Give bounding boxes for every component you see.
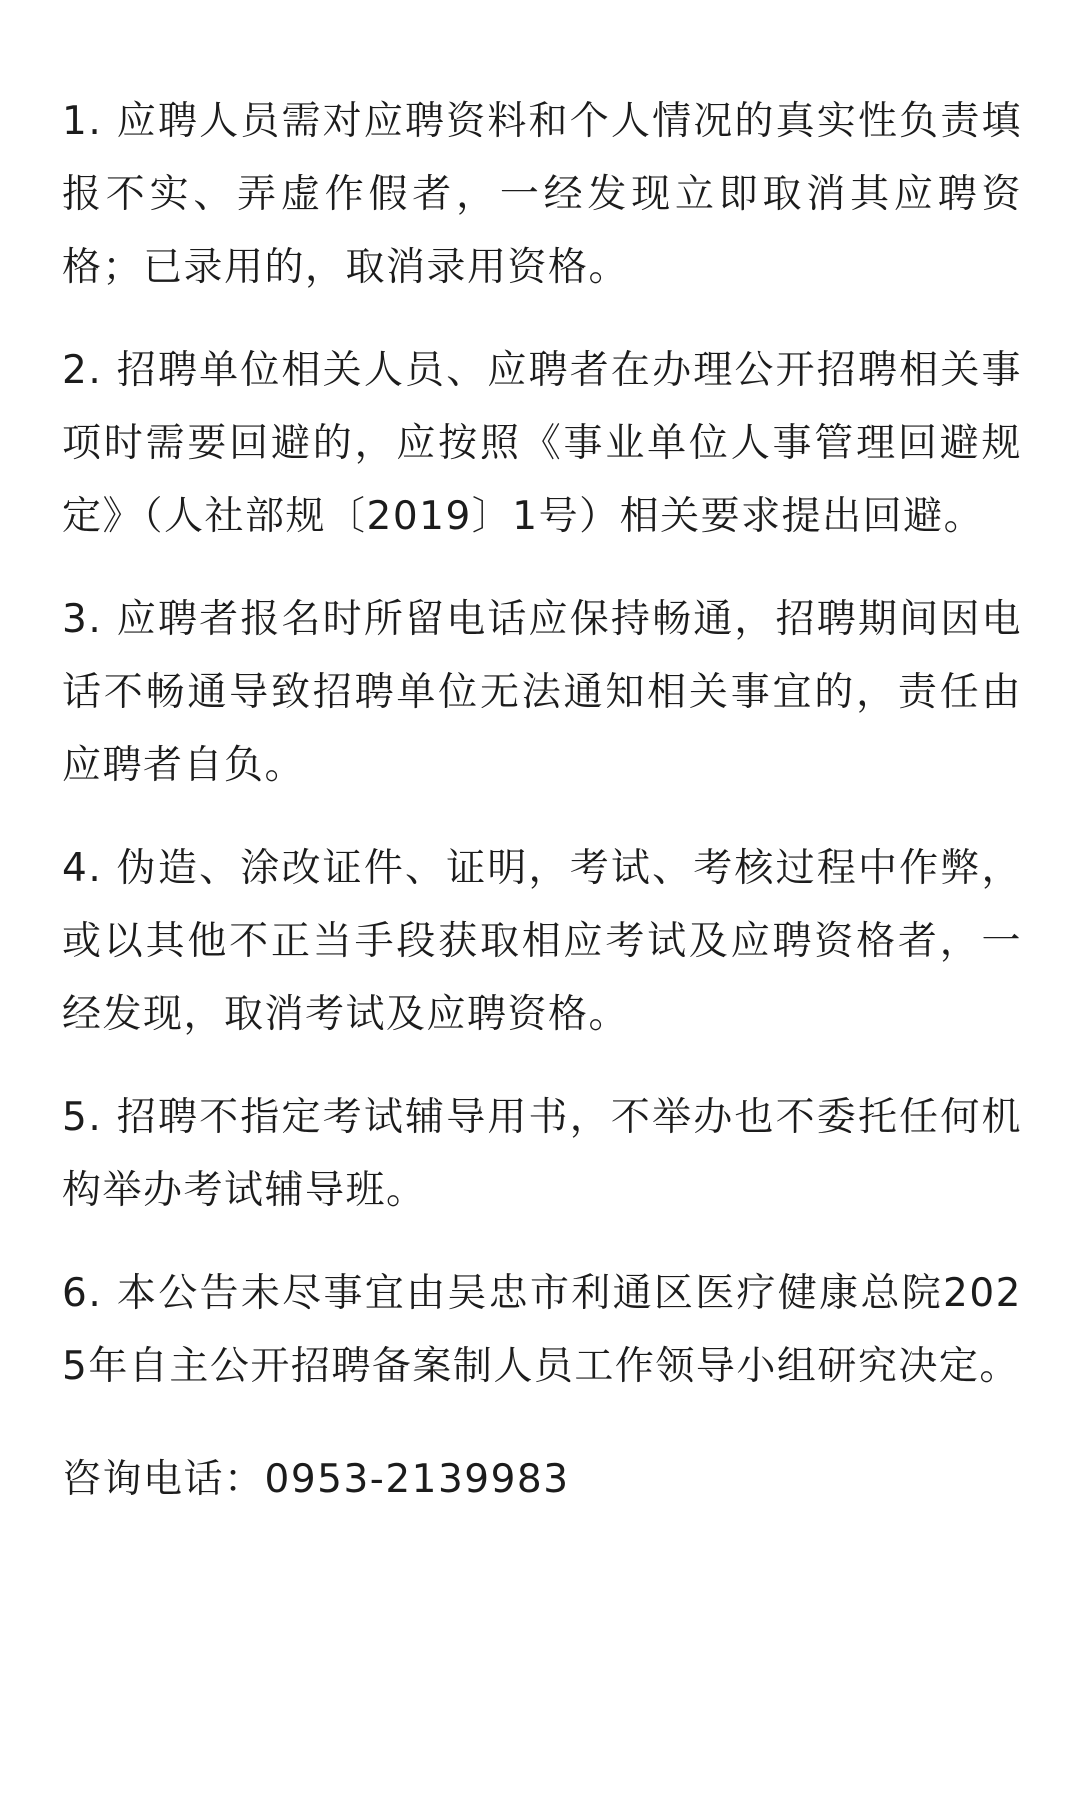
notice-item-6: 6. 本公告未尽事宜由吴忠市利通区医疗健康总院2025年自主公开招聘备案制人员工作领导小组研究决定。 — [62, 1271, 1022, 1389]
notice-content — [62, 85, 1022, 1516]
contact-phone: 0953-2139983 — [264, 1457, 570, 1502]
notice-item-3: 3. 应聘者报名时所留电话应保持畅通，招聘期间因电话不畅通导致招聘单位无法通知相关事宜的，责任由应聘者自负。 — [62, 597, 1022, 788]
notice-item-2: 2. 招聘单位相关人员、应聘者在办理公开招聘相关事项时需要回避的，应按照《事业单位人事管理回避规定》（人社部规〔2019〕1号）相关要求提出回避。 — [62, 348, 1022, 539]
notice-item-4: 4. 伪造、涂改证件、证明，考试、考核过程中作弊，或以其他不正当手段获取相应考试及应聘资格者，一经发现，取消考试及应聘资格。 — [62, 846, 1022, 1037]
notice-item-1: 1. 应聘人员需对应聘资料和个人情况的真实性负责填报不实、弄虚作假者，一经发现立即取消其应聘资格；已录用的，取消录用资格。 — [62, 99, 1022, 290]
contact-line — [62, 1443, 1022, 1516]
notice-item-5: 5. 招聘不指定考试辅导用书，不举办也不委托任何机构举办考试辅导班。 — [62, 1095, 1022, 1213]
contact-label: 咨询电话： — [62, 1457, 265, 1502]
